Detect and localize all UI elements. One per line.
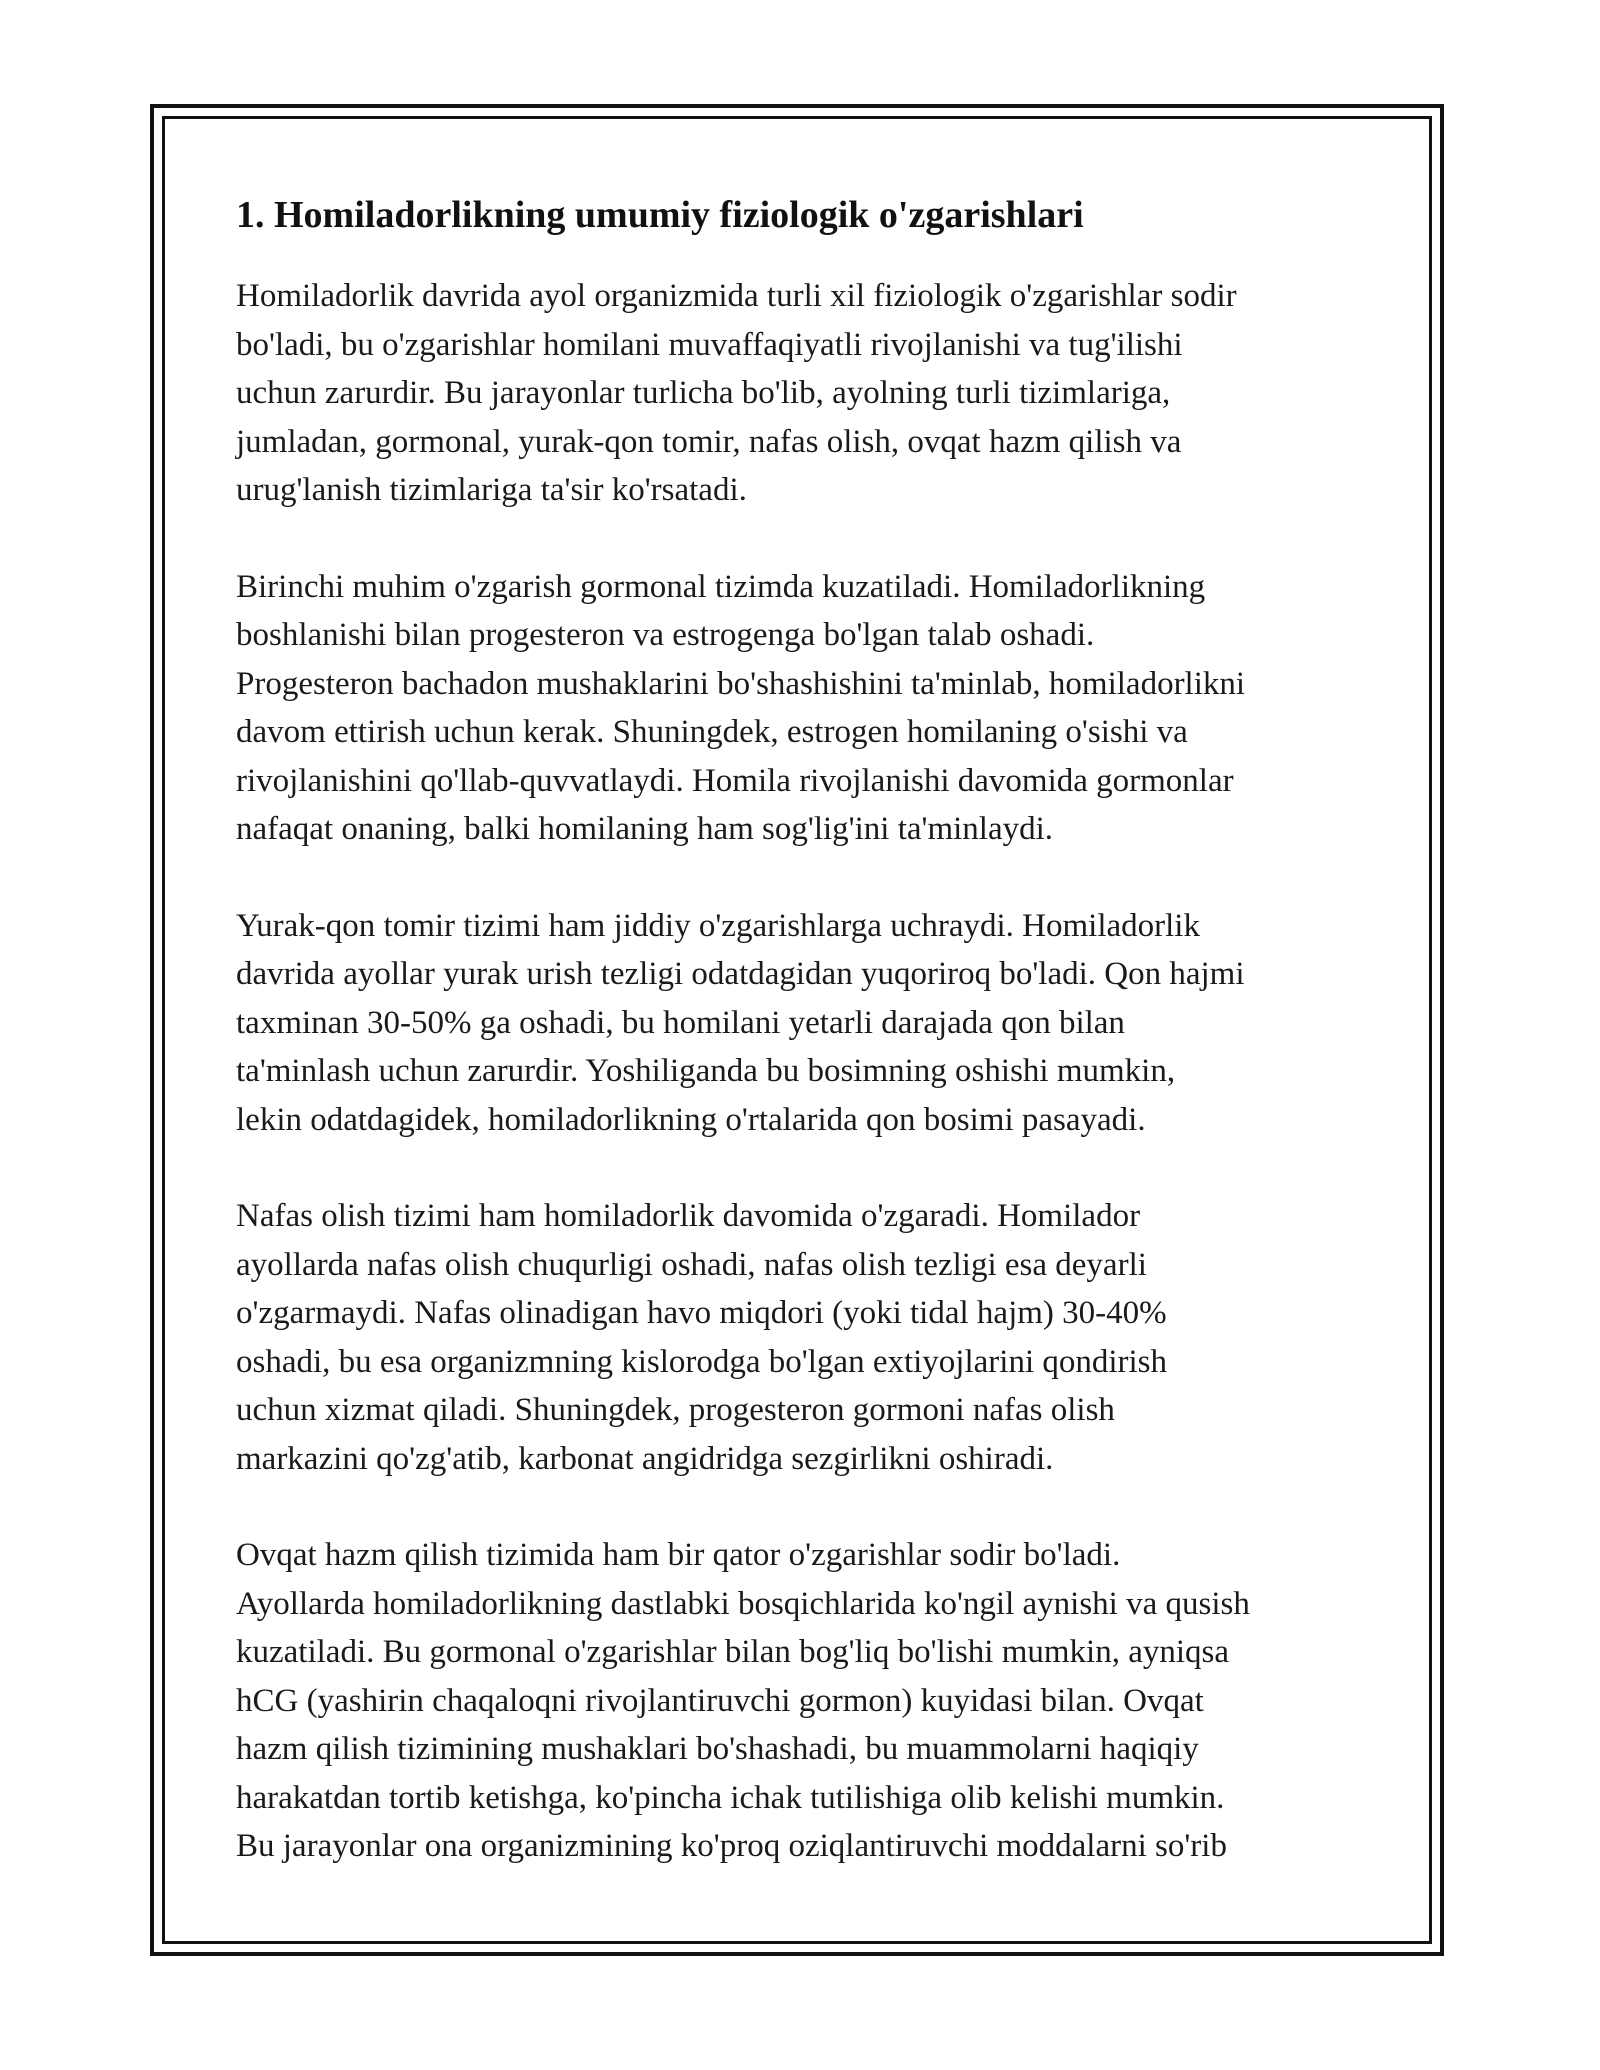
text-line: taxminan 30-50% ga oshadi, bu homilani yetarli darajada qon bilan [236, 1004, 1125, 1041]
text-line: Homiladorlik davrida ayol organizmida turli xil fiziologik o'zgarishlar sodir [236, 278, 1237, 314]
text-line: Bu jarayonlar ona organizmining ko'proq oziqlantiruvchi moddalarni so'rib [236, 1828, 1227, 1864]
text-line: Birinchi muhim o'zgarish gormonal tizimda kuzatiladi. Homiladorlikning [236, 568, 1206, 605]
text-line: nafaqat onaning, balki homilaning ham sog'lig'ini ta'minlaydi. [236, 811, 1054, 847]
text-line: harakatdan tortib ketishga, ko'pincha ichak tutilishiga olib kelishi mumkin. [236, 1779, 1225, 1816]
document-body [236, 188, 1376, 1871]
text-line: ta'minlash uchun zarurdir. Yoshiliganda bu bosimning oshishi mumkin, [236, 1053, 1176, 1089]
text-line: Ayollarda homiladorlikning dastlabki bosqichlarida ko'ngil aynishi va qusish [236, 1585, 1250, 1622]
text-line: Progesteron bachadon mushaklarini bo'shashishini ta'minlab, homiladorlikni [236, 665, 1246, 702]
text-line: o'zgarmaydi. Nafas olinadigan havo miqdori (yoki tidal hajm) 30-40% [236, 1295, 1167, 1331]
text-line: bo'ladi, bu o'zgarishlar homilani muvaffaqiyatli rivojlanishi va tug'ilishi [236, 326, 1183, 363]
text-line: rivojlanishini qo'llab-quvvatlaydi. Homila rivojlanishi davomida gormonlar [236, 762, 1234, 799]
text-line: hCG (yashirin chaqaloqni rivojlantiruvchi gormon) kuyidasi bilan. Ovqat [236, 1682, 1204, 1719]
paragraph-digestive [236, 1531, 1376, 1871]
text-line: boshlanishi bilan progesteron va estrogenga bo'lgan talab oshadi. [236, 617, 1095, 653]
text-line: davom ettirish uchun kerak. Shuningdek, estrogen homilaning o'sishi va [236, 714, 1188, 750]
paragraph-respiratory [236, 1192, 1376, 1483]
text-line: lekin odatdagidek, homiladorlikning o'rtalarida qon bosimi pasayadi. [236, 1101, 1146, 1138]
paragraph-intro [236, 272, 1376, 515]
text-line: jumladan, gormonal, yurak-qon tomir, nafas olish, ovqat hazm qilish va [236, 423, 1182, 460]
text-line: urug'lanish tizimlariga ta'sir ko'rsatadi. [236, 472, 747, 508]
text-line: Yurak-qon tomir tizimi ham jiddiy o'zgarishlarga uchraydi. Homiladorlik [236, 907, 1200, 944]
paragraph-cardiovascular [236, 902, 1376, 1145]
text-line: uchun xizmat qiladi. Shuningdek, progesteron gormoni nafas olish [236, 1392, 1115, 1428]
text-line: Nafas olish tizimi ham homiladorlik davomida o'zgaradi. Homilador [236, 1198, 1141, 1234]
text-line: Ovqat hazm qilish tizimida ham bir qator o'zgarishlar sodir bo'ladi. [236, 1537, 1121, 1573]
text-line: ayollarda nafas olish chuqurligi oshadi, nafas olish tezligi esa deyarli [236, 1246, 1147, 1283]
text-line: oshadi, bu esa organizmning kislorodga bo'lgan extiyojlarini qondirish [236, 1343, 1168, 1380]
text-line: davrida ayollar yurak urish tezligi odatdagidan yuqoriroq bo'ladi. Qon hajmi [236, 956, 1245, 992]
text-line: hazm qilish tizimining mushaklari bo'shashadi, bu muammolarni haqiqiy [236, 1731, 1199, 1767]
text-line: uchun zarurdir. Bu jarayonlar turlicha bo'lib, ayolning turli tizimlariga, [236, 375, 1171, 411]
text-line: kuzatiladi. Bu gormonal o'zgarishlar bilan bog'liq bo'lishi mumkin, ayniqsa [236, 1634, 1230, 1670]
text-line: markazini qo'zg'atib, karbonat angidridga sezgirlikni oshiradi. [236, 1440, 1054, 1477]
paragraph-hormonal [236, 563, 1376, 854]
section-heading: 1. Homiladorlikning umumiy fiziologik o'zgarishlari [236, 194, 1084, 236]
